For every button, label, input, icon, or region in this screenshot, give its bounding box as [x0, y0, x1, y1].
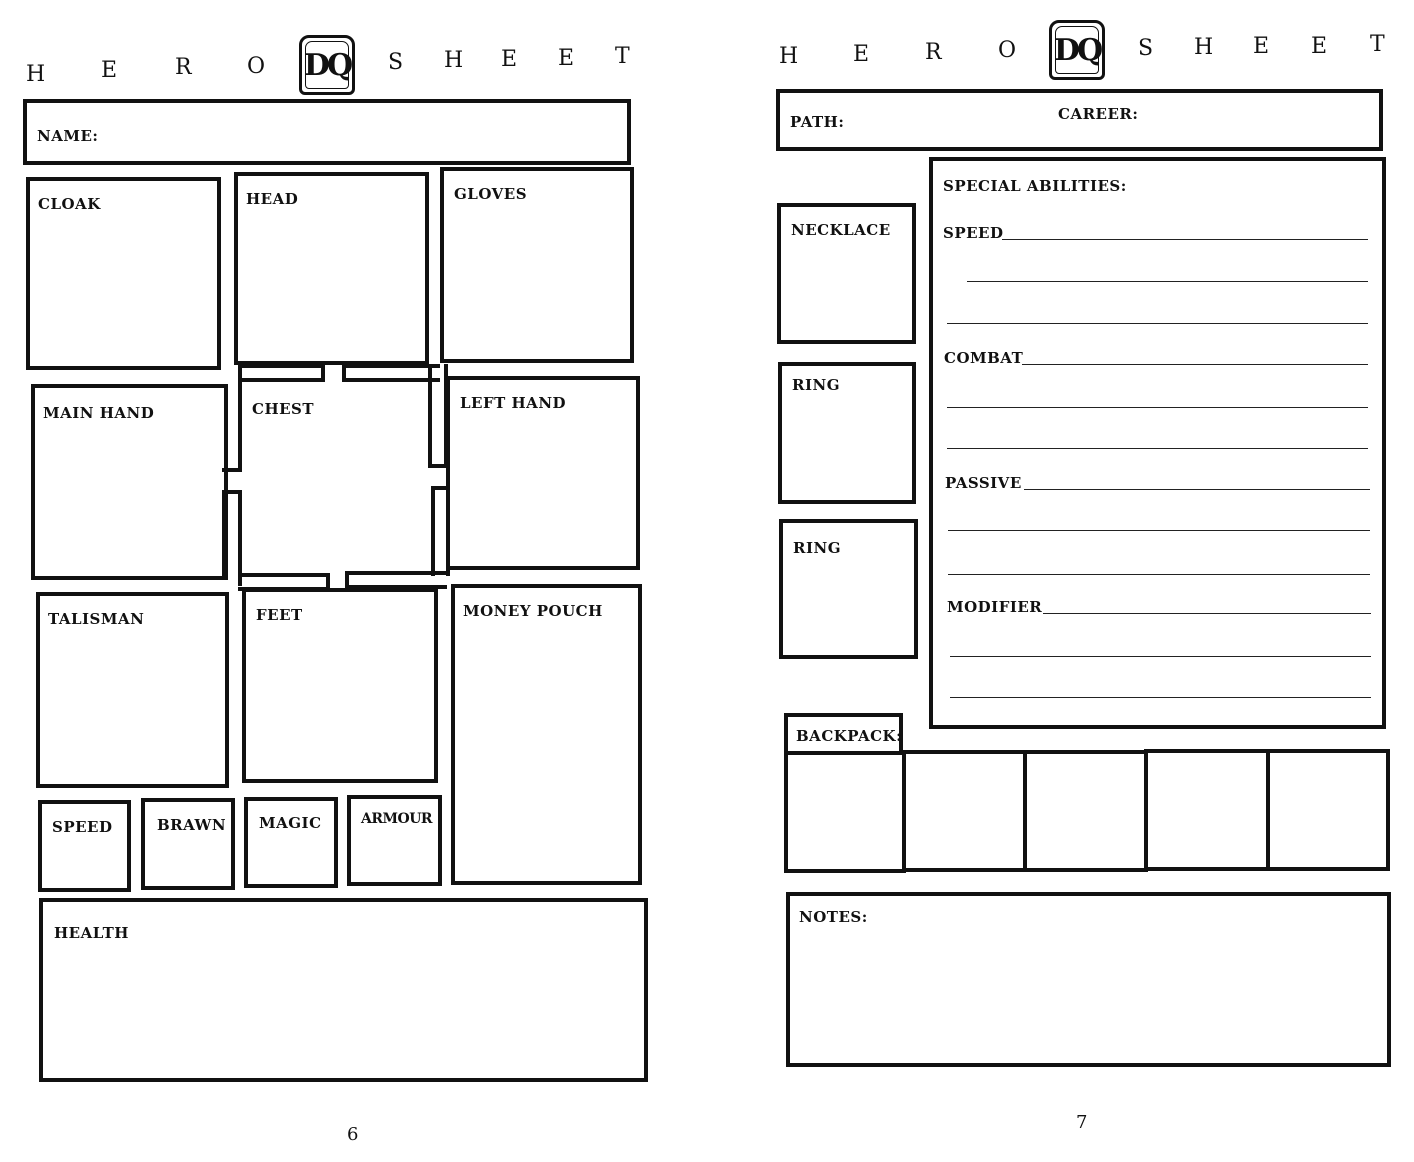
money-pouch-label: MONEY POUCH [463, 602, 603, 620]
title-letter: H [1194, 35, 1214, 60]
title-letter: H [779, 44, 799, 69]
combat-line[interactable] [947, 407, 1368, 408]
title-letter: H [444, 48, 464, 73]
special-abilities-heading: SPECIAL ABILITIES: [943, 177, 1127, 195]
speed-line[interactable] [947, 323, 1368, 324]
title-letter: E [1311, 34, 1328, 59]
title-letter: T [615, 44, 630, 69]
health-label: HEALTH [54, 924, 129, 942]
career-label: CAREER: [1058, 105, 1139, 123]
modifier-line[interactable] [950, 697, 1371, 698]
feet-slot[interactable] [242, 588, 438, 783]
title-letter: E [101, 58, 118, 83]
combat-line[interactable] [1022, 364, 1368, 365]
main-hand-slot[interactable] [31, 384, 228, 580]
speed-line[interactable] [967, 281, 1368, 282]
cloak-slot[interactable] [26, 177, 221, 370]
passive-line[interactable] [948, 574, 1370, 575]
armour-label: ARMOUR [361, 811, 433, 827]
combat-line[interactable] [947, 448, 1368, 449]
notes-box[interactable] [786, 892, 1391, 1067]
speed-line[interactable] [1002, 239, 1368, 240]
modifier-line[interactable] [950, 656, 1371, 657]
main-hand-label: MAIN HAND [43, 404, 155, 422]
title-letter: E [853, 42, 870, 67]
title-letter: R [175, 55, 192, 80]
passive-line[interactable] [948, 530, 1370, 531]
dq-logo: DQ [1049, 20, 1105, 80]
title-letter: E [558, 46, 575, 71]
passive-label: PASSIVE [945, 474, 1022, 492]
chest-slot[interactable] [238, 378, 435, 576]
gloves-label: GLOVES [454, 185, 528, 203]
title-letter: S [1138, 36, 1154, 61]
talisman-slot[interactable] [36, 592, 229, 788]
money-pouch-slot[interactable] [451, 584, 642, 885]
title-letter: S [388, 50, 404, 75]
title-letter: T [1370, 32, 1385, 57]
health-box[interactable] [39, 898, 648, 1082]
necklace-slot[interactable] [777, 203, 916, 344]
gloves-slot[interactable] [440, 167, 634, 363]
necklace-label: NECKLACE [791, 221, 891, 239]
modifier-label: MODIFIER [947, 598, 1043, 616]
talisman-label: TALISMAN [48, 610, 145, 628]
magic-label: MAGIC [259, 814, 322, 832]
backpack-label: BACKPACK: [796, 727, 903, 745]
head-label: HEAD [246, 190, 299, 208]
backpack-slot[interactable] [784, 751, 906, 873]
left-hand-label: LEFT HAND [460, 394, 567, 412]
speed-ability-label: SPEED [943, 224, 1004, 242]
dq-logo: DQ [299, 35, 355, 95]
ring-label: RING [793, 539, 842, 557]
armour-stat[interactable] [347, 795, 442, 886]
magic-stat[interactable] [244, 797, 338, 888]
left-hand-slot[interactable] [446, 376, 640, 570]
backpack-slot[interactable] [1023, 750, 1148, 872]
chest-label: CHEST [252, 400, 315, 418]
head-slot[interactable] [234, 172, 429, 365]
name-field[interactable] [23, 99, 631, 165]
modifier-line[interactable] [1043, 613, 1371, 614]
combat-label: COMBAT [944, 349, 1024, 367]
title-letter: E [1253, 34, 1270, 59]
title-letter: E [501, 47, 518, 72]
page-number: 7 [1076, 1112, 1088, 1133]
path-career-field[interactable] [776, 89, 1383, 151]
page-number: 6 [347, 1124, 359, 1145]
brawn-label: BRAWN [157, 816, 227, 834]
passive-line[interactable] [1024, 489, 1370, 490]
ring-slot-2[interactable] [779, 519, 918, 659]
path-label: PATH: [790, 113, 845, 131]
title-letter: O [247, 54, 266, 79]
feet-label: FEET [256, 606, 303, 624]
speed-stat[interactable] [38, 800, 131, 892]
backpack-tab [784, 713, 903, 755]
speed-label: SPEED [52, 818, 113, 836]
brawn-stat[interactable] [141, 798, 235, 890]
title-letter: H [26, 62, 46, 87]
name-label: NAME: [37, 127, 99, 145]
title-letter: R [925, 40, 942, 65]
backpack-slot[interactable] [1144, 749, 1270, 871]
special-abilities-box[interactable] [929, 157, 1386, 729]
cloak-label: CLOAK [38, 195, 101, 213]
backpack-slot[interactable] [902, 750, 1027, 872]
title-letter: O [998, 38, 1017, 63]
notes-label: NOTES: [799, 908, 868, 926]
ring-label: RING [792, 376, 841, 394]
backpack-slot[interactable] [1266, 749, 1390, 871]
ring-slot-1[interactable] [778, 362, 916, 504]
